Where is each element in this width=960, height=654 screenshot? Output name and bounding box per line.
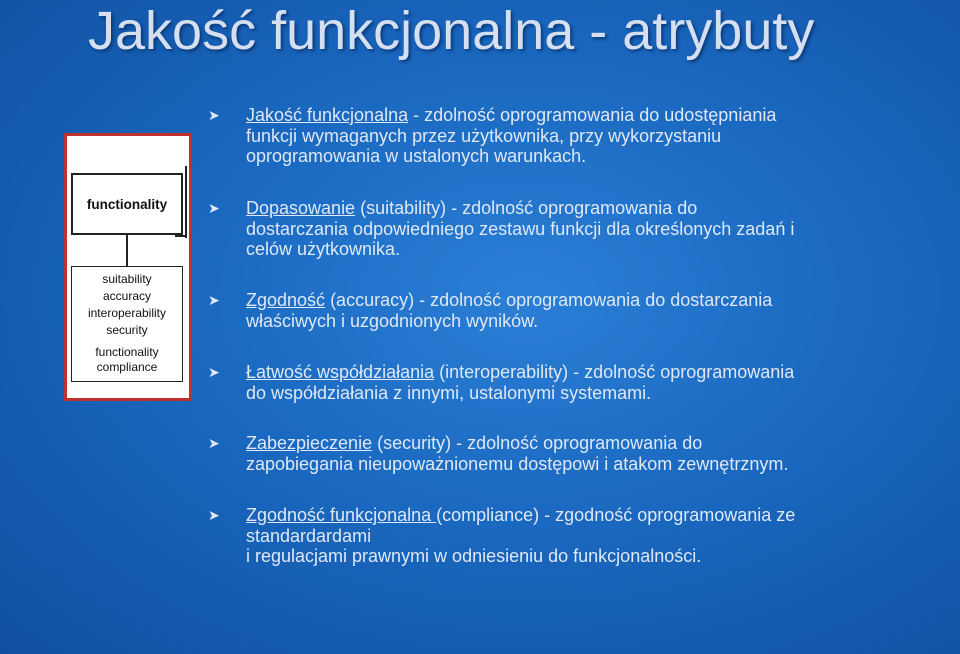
bullet-text: standardardami	[246, 525, 372, 546]
arrowhead-icon: ➤	[208, 507, 220, 523]
bullet-accuracy	[246, 290, 916, 331]
bullet-text: oprogramowania w ustalonych warunkach.	[246, 146, 587, 166]
slide-title: Jakość funkcjonalna - atrybuty	[88, 1, 815, 61]
diagram-item-accuracy: accuracy	[102, 289, 152, 303]
bullet-term: Jakość funkcjonalna	[246, 105, 409, 125]
diagram-characteristic-label: functionality	[86, 196, 168, 212]
arrowhead-icon: ➤	[208, 435, 220, 451]
bullet-text: (interoperability) - zdolność oprogramowania	[434, 362, 795, 382]
arrowhead-icon: ➤	[208, 107, 220, 123]
bullet-text: (accuracy) - zdolność oprogramowania do dostarczania	[325, 290, 773, 310]
bullet-text: (suitability) - zdolność oprogramowania do	[355, 198, 698, 218]
diagram-item-suitability: suitability	[102, 272, 152, 286]
diagram-connector	[175, 235, 187, 237]
bullet-functional-quality	[246, 105, 916, 167]
bullet-suitability	[246, 198, 916, 260]
diagram-item-security: security	[106, 323, 148, 337]
bullet-compliance	[246, 505, 916, 567]
diagram-connector	[185, 166, 187, 238]
arrowhead-icon: ➤	[208, 292, 220, 308]
bullet-term: Zgodność funkcjonalna	[246, 505, 437, 525]
bullet-text: zapobiegania nieupoważnionemu dostępowi i atakom zewnętrznym.	[246, 453, 789, 474]
bullet-text: dostarczania odpowiedniego zestawu funkcji dla określonych zadań i	[246, 218, 795, 239]
diagram-item-functionality: functionality	[95, 345, 159, 359]
diagram-characteristic-box	[71, 173, 183, 235]
bullet-security	[246, 433, 916, 474]
arrowhead-icon: ➤	[208, 200, 220, 216]
diagram-item-interoperability: interoperability	[87, 306, 167, 320]
bullet-text: i regulacjami prawnymi w odniesieniu do funkcjonalności.	[246, 546, 702, 566]
bullet-term: Zabezpieczenie	[246, 433, 373, 453]
bullet-term: Zgodność	[246, 290, 326, 310]
bullet-interoperability	[246, 362, 916, 403]
diagram-subcharacteristics-box	[71, 266, 183, 382]
diagram-connector	[126, 235, 128, 266]
bullet-text: celów użytkownika.	[246, 239, 401, 259]
bullet-term: Dopasowanie	[246, 198, 356, 218]
bullet-text: (security) - zdolność oprogramowania do	[372, 433, 703, 453]
bullet-term: Łatwość współdziałania	[246, 362, 435, 382]
diagram-item-compliance: compliance	[96, 360, 158, 374]
arrowhead-icon: ➤	[208, 364, 220, 380]
bullet-text: (compliance) - zgodność oprogramowania ze	[436, 505, 796, 525]
quality-model-diagram	[64, 133, 192, 401]
bullet-text: do współdziałania z innymi, ustalonymi systemami.	[246, 382, 652, 403]
bullet-text: funkcji wymaganych przez użytkownika, przy wykorzystaniu	[246, 125, 722, 146]
bullet-text: - zdolność oprogramowania do udostępniania	[408, 105, 777, 125]
bullet-text: właściwych i uzgodnionych wyników.	[246, 310, 539, 331]
